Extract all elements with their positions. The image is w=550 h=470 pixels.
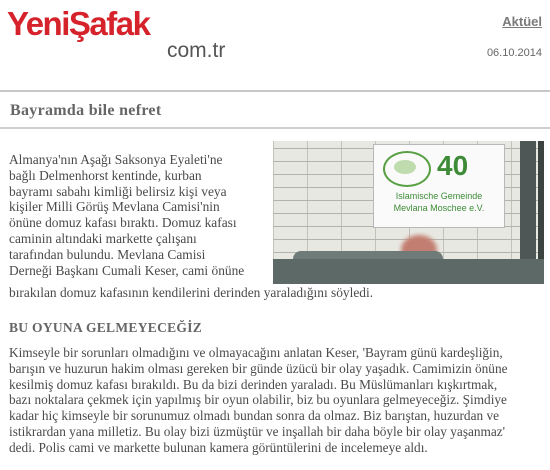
lead-line: kişiler Milli Görüş Mevlana Camisi'nin bbox=[9, 199, 220, 215]
lead-line: caminin altındaki markette çalışanı bbox=[9, 230, 197, 246]
article-photo bbox=[273, 141, 544, 284]
divider bbox=[0, 127, 550, 129]
body-line: bazı noktalara çekmek için yapılmış bir oyun olabilir, biz bu oyunlara gelmeyeceğiz. Şimdiye bbox=[9, 392, 507, 408]
lead-line: önüne domuz kafası bıraktı. Domuz kafası bbox=[9, 215, 237, 231]
lead-tail: bırakılan domuz kafasının kendilerini derinden yaraladığını söyledi. bbox=[9, 285, 374, 300]
site-header bbox=[0, 0, 550, 80]
body-line: dedi. Polis cami ve markette bulunan kamera görüntülerini de incelemeye aldı. bbox=[9, 439, 428, 455]
body-line: istikrardan yana milletiz. Bu olay bizi üzmüştür ve inşallah bir daha böyle bir olay yaşanmaz' bbox=[9, 423, 506, 439]
section-link[interactable]: Aktüel bbox=[502, 14, 542, 29]
lead-line: bayramı sabahı kimliği belirsiz kişi veya bbox=[9, 183, 227, 199]
sign-line-2: Mevlana Moschee e.V. bbox=[393, 203, 485, 213]
emblem-icon bbox=[383, 151, 431, 187]
container bbox=[273, 259, 544, 284]
body-line: kesilmiş domuz kafası bırakıldı. Bu da bizi derinden yaraladı. Bu Müslümanları kışkırtmak, bbox=[9, 376, 498, 392]
lead-paragraph bbox=[9, 152, 267, 278]
lead-line: tarafından bulundu. Mevlana Camisi bbox=[9, 246, 206, 262]
lead-line: bağlı Delmenhorst kentinde, kurban bbox=[9, 167, 202, 183]
publish-date: 06.10.2014 bbox=[486, 47, 542, 59]
body-line: barışın ve huzurun hakim olması gereken bir günde üzücü bir olay yaşadık. Camimizin önüne bbox=[9, 360, 508, 376]
body-line: kadar hiç kimseyle bir sorunumuz olmadı bundan sonra da olmaz. Biz barıştan, huzurdan ve bbox=[9, 408, 499, 424]
sign-number: 40 bbox=[437, 150, 469, 181]
divider bbox=[0, 90, 550, 92]
sign-line-1: Islamische Gemeinde bbox=[395, 191, 483, 201]
site-logo[interactable] bbox=[7, 4, 247, 68]
lead-line: Derneği Başkanı Cumali Keser, cami önüne bbox=[9, 262, 245, 278]
body-paragraph bbox=[9, 345, 543, 456]
logo-domain: com.tr bbox=[167, 39, 226, 62]
logo-wordmark: YeniŞafak bbox=[7, 5, 150, 42]
lead-line: Almanya'nın Aşağı Saksonya Eyaleti'ne bbox=[9, 152, 223, 167]
body-line: Kimseyle bir sorunları olmadığını ve olmayacağını anlatan Keser, 'Bayram günü kardeşliğin, bbox=[9, 345, 503, 360]
article-headline: Bayramda bile nefret bbox=[10, 102, 162, 119]
article-subheading: BU OYUNA GELMEYECEĞİZ bbox=[9, 320, 203, 335]
mosque-sign bbox=[373, 144, 505, 228]
